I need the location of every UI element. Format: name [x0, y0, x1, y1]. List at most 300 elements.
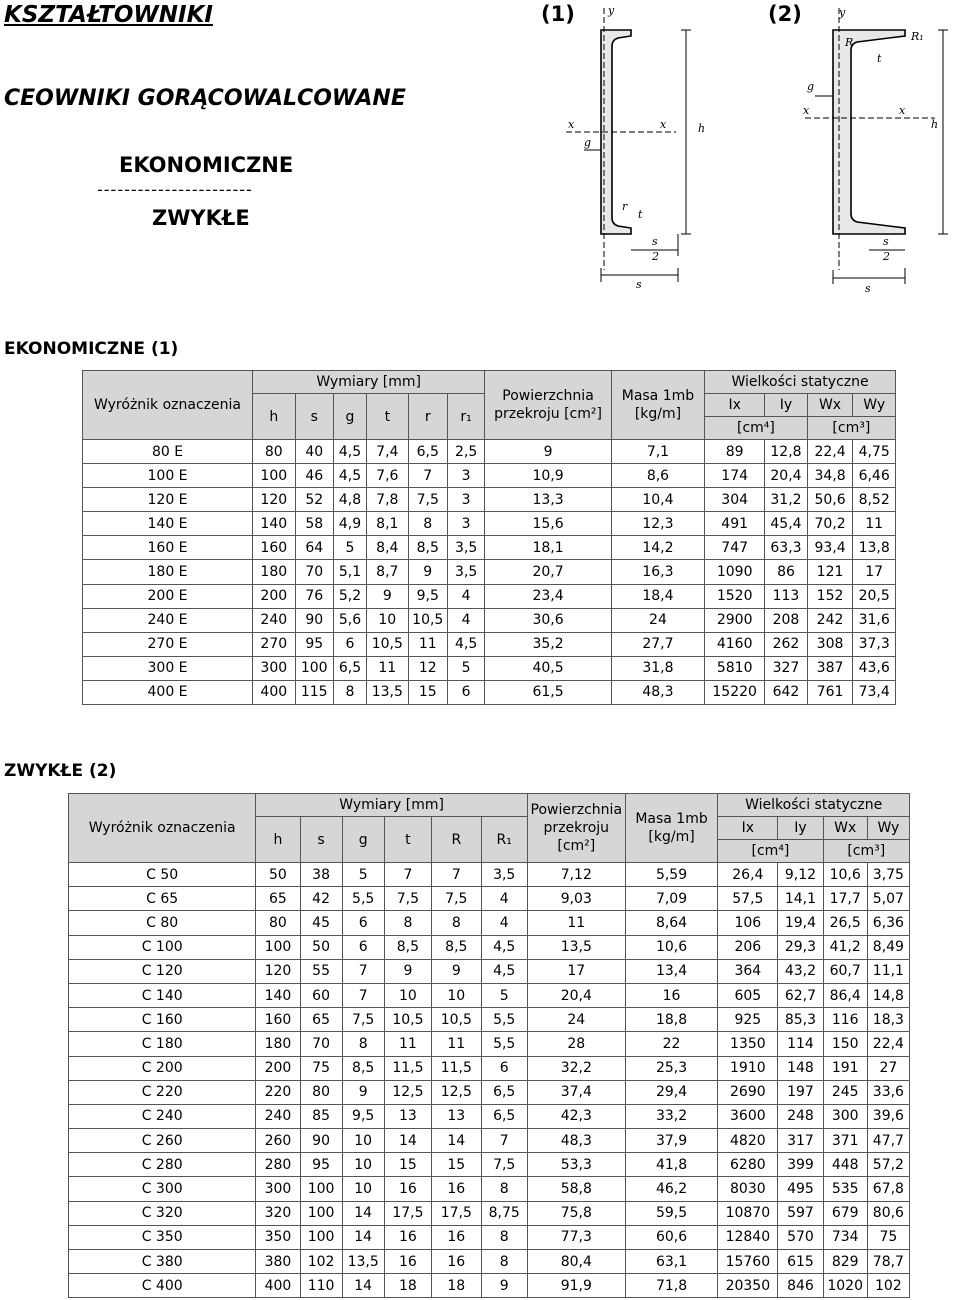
value-cell: 14,2	[611, 536, 704, 560]
value-cell: 387	[807, 656, 853, 680]
value-cell: 8,7	[367, 560, 408, 584]
fig1-g-label: g	[584, 136, 592, 149]
value-cell: 7	[481, 1129, 527, 1153]
value-cell: 208	[765, 608, 808, 632]
value-cell: 100	[256, 935, 300, 959]
value-cell: 65	[300, 1008, 342, 1032]
header-area: Powierzchnia przekroju [cm²]	[527, 794, 625, 863]
value-cell: 4,5	[481, 959, 527, 983]
value-cell: 1350	[718, 1032, 778, 1056]
value-cell: 57,5	[718, 887, 778, 911]
value-cell: 20,4	[527, 983, 625, 1007]
value-cell: 50	[300, 935, 342, 959]
value-cell: 15	[408, 680, 447, 704]
value-cell: 8,5	[384, 935, 431, 959]
value-cell: 89	[705, 440, 765, 464]
header-stat-col: Iy	[765, 394, 808, 417]
value-cell: 304	[705, 488, 765, 512]
page-title: KSZTAŁTOWNIKI	[4, 2, 213, 28]
value-cell: 25,3	[625, 1056, 718, 1080]
value-cell: 13,8	[853, 536, 896, 560]
value-cell: 8,5	[432, 935, 481, 959]
value-cell: 10,6	[625, 935, 718, 959]
value-cell: 16	[384, 1177, 431, 1201]
value-cell: 2690	[718, 1080, 778, 1104]
value-cell: 200	[253, 584, 296, 608]
value-cell: 16	[625, 983, 718, 1007]
value-cell: 10	[342, 1177, 384, 1201]
value-cell: 86,4	[823, 983, 867, 1007]
header-dim-col: R	[432, 817, 481, 863]
designation-cell: 140 E	[83, 512, 253, 536]
table-row	[83, 632, 896, 656]
value-cell: 10,4	[611, 488, 704, 512]
value-cell: 570	[778, 1225, 823, 1249]
value-cell: 17	[853, 560, 896, 584]
value-cell: 8	[481, 1250, 527, 1274]
designation-cell: 80 E	[83, 440, 253, 464]
header-unit-modulus: [cm³]	[823, 840, 909, 863]
value-cell: 18,8	[625, 1008, 718, 1032]
header-stat-col: Wx	[807, 394, 853, 417]
value-cell: 5,59	[625, 863, 718, 887]
value-cell: 317	[778, 1129, 823, 1153]
value-cell: 8,5	[408, 536, 447, 560]
value-cell: 71,8	[625, 1274, 718, 1298]
value-cell: 8	[481, 1177, 527, 1201]
value-cell: 10,6	[823, 863, 867, 887]
value-cell: 15	[384, 1153, 431, 1177]
value-cell: 262	[765, 632, 808, 656]
value-cell: 43,6	[853, 656, 896, 680]
designation-cell: C 80	[69, 911, 256, 935]
value-cell: 80,6	[867, 1201, 909, 1225]
value-cell: 197	[778, 1080, 823, 1104]
value-cell: 9	[481, 1274, 527, 1298]
value-cell: 16	[384, 1225, 431, 1249]
value-cell: 364	[718, 959, 778, 983]
value-cell: 20,5	[853, 584, 896, 608]
table-row	[83, 584, 896, 608]
value-cell: 58	[295, 512, 333, 536]
value-cell: 9,12	[778, 863, 823, 887]
value-cell: 7	[432, 863, 481, 887]
value-cell: 180	[253, 560, 296, 584]
value-cell: 5	[342, 863, 384, 887]
value-cell: 6	[447, 680, 484, 704]
value-cell: 4	[447, 584, 484, 608]
header-stat-col: Ix	[718, 817, 778, 840]
value-cell: 8,64	[625, 911, 718, 935]
value-cell: 91,9	[527, 1274, 625, 1298]
designation-cell: C 240	[69, 1104, 256, 1128]
value-cell: 10	[384, 983, 431, 1007]
value-cell: 11	[853, 512, 896, 536]
value-cell: 6,46	[853, 464, 896, 488]
value-cell: 8	[481, 1225, 527, 1249]
value-cell: 7,5	[384, 887, 431, 911]
value-cell: 22,4	[867, 1032, 909, 1056]
table-row	[83, 680, 896, 704]
value-cell: 23,4	[485, 584, 612, 608]
value-cell: 52	[295, 488, 333, 512]
header-dim-col: s	[295, 394, 333, 440]
value-cell: 22	[625, 1032, 718, 1056]
page-subtitle: CEOWNIKI GORĄCOWALCOWANE	[4, 86, 406, 111]
designation-cell: C 300	[69, 1177, 256, 1201]
value-cell: 80	[253, 440, 296, 464]
value-cell: 16	[432, 1177, 481, 1201]
value-cell: 5,5	[342, 887, 384, 911]
value-cell: 48,3	[611, 680, 704, 704]
value-cell: 9,5	[342, 1104, 384, 1128]
value-cell: 20350	[718, 1274, 778, 1298]
fig1-two-label: 2	[652, 250, 659, 263]
value-cell: 829	[823, 1250, 867, 1274]
value-cell: 34,8	[807, 464, 853, 488]
value-cell: 846	[778, 1274, 823, 1298]
value-cell: 270	[253, 632, 296, 656]
header-stat-col: Iy	[778, 817, 823, 840]
value-cell: 8,5	[342, 1056, 384, 1080]
value-cell: 4,75	[853, 440, 896, 464]
designation-cell: 300 E	[83, 656, 253, 680]
value-cell: 41,2	[823, 935, 867, 959]
value-cell: 7	[342, 983, 384, 1007]
value-cell: 200	[256, 1056, 300, 1080]
value-cell: 14	[342, 1201, 384, 1225]
designation-cell: 240 E	[83, 608, 253, 632]
value-cell: 50	[256, 863, 300, 887]
value-cell: 16	[384, 1250, 431, 1274]
value-cell: 43,2	[778, 959, 823, 983]
value-cell: 10,5	[432, 1008, 481, 1032]
value-cell: 11	[384, 1032, 431, 1056]
table-row	[83, 440, 896, 464]
header-stat-col: Ix	[705, 394, 765, 417]
fig2-x-left-label: x	[803, 104, 810, 117]
value-cell: 8,1	[367, 512, 408, 536]
value-cell: 35,2	[485, 632, 612, 656]
value-cell: 50,6	[807, 488, 853, 512]
value-cell: 73,4	[853, 680, 896, 704]
value-cell: 400	[253, 680, 296, 704]
value-cell: 220	[256, 1080, 300, 1104]
value-cell: 80	[300, 1080, 342, 1104]
value-cell: 90	[300, 1129, 342, 1153]
value-cell: 80	[256, 911, 300, 935]
ekonomiczne-table	[82, 370, 896, 705]
designation-cell: C 50	[69, 863, 256, 887]
figure-1-channel-diagram	[556, 0, 706, 300]
value-cell: 8,52	[853, 488, 896, 512]
value-cell: 64	[295, 536, 333, 560]
header-dim-col: g	[333, 394, 366, 440]
figure-2-channel-diagram	[795, 0, 955, 300]
header-dim-col: t	[384, 817, 431, 863]
value-cell: 9,5	[408, 584, 447, 608]
value-cell: 174	[705, 464, 765, 488]
header-dim-col: t	[367, 394, 408, 440]
value-cell: 5,1	[333, 560, 366, 584]
value-cell: 7	[408, 464, 447, 488]
value-cell: 7	[342, 959, 384, 983]
value-cell: 7,8	[367, 488, 408, 512]
value-cell: 62,7	[778, 983, 823, 1007]
table-row	[69, 935, 910, 959]
value-cell: 13	[384, 1104, 431, 1128]
value-cell: 11	[432, 1032, 481, 1056]
value-cell: 240	[256, 1104, 300, 1128]
value-cell: 9	[367, 584, 408, 608]
value-cell: 3	[447, 512, 484, 536]
value-cell: 85	[300, 1104, 342, 1128]
header-unit-modulus: [cm³]	[807, 417, 895, 440]
value-cell: 148	[778, 1056, 823, 1080]
header-dim-col: r	[408, 394, 447, 440]
value-cell: 8	[333, 680, 366, 704]
value-cell: 8,6	[611, 464, 704, 488]
value-cell: 6	[342, 911, 384, 935]
header-dim-col: h	[256, 817, 300, 863]
table-row	[83, 608, 896, 632]
value-cell: 3,5	[447, 536, 484, 560]
value-cell: 7	[384, 863, 431, 887]
value-cell: 60	[300, 983, 342, 1007]
value-cell: 152	[807, 584, 853, 608]
header-stat-col: Wy	[853, 394, 896, 417]
designation-cell: C 320	[69, 1201, 256, 1225]
value-cell: 12,3	[611, 512, 704, 536]
value-cell: 615	[778, 1250, 823, 1274]
value-cell: 19,4	[778, 911, 823, 935]
table-row	[83, 536, 896, 560]
value-cell: 191	[823, 1056, 867, 1080]
table-row	[83, 464, 896, 488]
table-row	[69, 1225, 910, 1249]
value-cell: 14,1	[778, 887, 823, 911]
value-cell: 6	[333, 632, 366, 656]
value-cell: 6,36	[867, 911, 909, 935]
ekonomiczne-table-body	[83, 440, 896, 705]
value-cell: 31,2	[765, 488, 808, 512]
value-cell: 8,75	[481, 1201, 527, 1225]
value-cell: 15220	[705, 680, 765, 704]
zwykle-table	[68, 793, 910, 1298]
header-unit-inertia: [cm⁴]	[718, 840, 823, 863]
value-cell: 60,6	[625, 1225, 718, 1249]
header-static: Wielkości statyczne	[718, 794, 910, 817]
header-mass: Masa 1mb [kg/m]	[625, 794, 718, 863]
zwykle-table-body	[69, 863, 910, 1298]
value-cell: 400	[256, 1274, 300, 1298]
value-cell: 7,6	[367, 464, 408, 488]
value-cell: 140	[256, 983, 300, 1007]
value-cell: 22,4	[807, 440, 853, 464]
value-cell: 9	[384, 959, 431, 983]
value-cell: 33,2	[625, 1104, 718, 1128]
value-cell: 46	[295, 464, 333, 488]
value-cell: 61,5	[485, 680, 612, 704]
value-cell: 11,5	[384, 1056, 431, 1080]
value-cell: 8	[384, 911, 431, 935]
value-cell: 448	[823, 1153, 867, 1177]
value-cell: 16,3	[611, 560, 704, 584]
value-cell: 37,4	[527, 1080, 625, 1104]
value-cell: 16	[432, 1225, 481, 1249]
designation-cell: 400 E	[83, 680, 253, 704]
value-cell: 26,5	[823, 911, 867, 935]
designation-cell: 160 E	[83, 536, 253, 560]
value-cell: 11	[408, 632, 447, 656]
value-cell: 63,3	[765, 536, 808, 560]
value-cell: 6	[342, 935, 384, 959]
header-designation: Wyróżnik oznaczenia	[83, 371, 253, 440]
value-cell: 13,5	[527, 935, 625, 959]
value-cell: 3,75	[867, 863, 909, 887]
value-cell: 75	[300, 1056, 342, 1080]
value-cell: 7,5	[432, 887, 481, 911]
table-row	[69, 1129, 910, 1153]
designation-cell: 180 E	[83, 560, 253, 584]
value-cell: 120	[253, 488, 296, 512]
value-cell: 45,4	[765, 512, 808, 536]
value-cell: 12	[408, 656, 447, 680]
value-cell: 160	[253, 536, 296, 560]
table-row	[83, 656, 896, 680]
value-cell: 4,9	[333, 512, 366, 536]
value-cell: 86	[765, 560, 808, 584]
fig1-s-label: s	[636, 278, 642, 291]
value-cell: 95	[300, 1153, 342, 1177]
value-cell: 4,5	[333, 440, 366, 464]
value-cell: 18,1	[485, 536, 612, 560]
designation-cell: 200 E	[83, 584, 253, 608]
value-cell: 240	[253, 608, 296, 632]
table-row	[69, 1104, 910, 1128]
value-cell: 3,5	[481, 863, 527, 887]
value-cell: 78,7	[867, 1250, 909, 1274]
fig1-x-right-label: x	[660, 118, 667, 131]
fig1-t-label: t	[638, 208, 643, 221]
value-cell: 7,09	[625, 887, 718, 911]
value-cell: 60,7	[823, 959, 867, 983]
designation-cell: C 160	[69, 1008, 256, 1032]
value-cell: 679	[823, 1201, 867, 1225]
value-cell: 495	[778, 1177, 823, 1201]
value-cell: 1090	[705, 560, 765, 584]
value-cell: 10	[367, 608, 408, 632]
value-cell: 40,5	[485, 656, 612, 680]
value-cell: 15,6	[485, 512, 612, 536]
value-cell: 9,03	[527, 887, 625, 911]
value-cell: 120	[256, 959, 300, 983]
value-cell: 5	[481, 983, 527, 1007]
value-cell: 18,4	[611, 584, 704, 608]
fig2-y-label: y	[839, 6, 846, 19]
value-cell: 100	[295, 656, 333, 680]
value-cell: 6	[481, 1056, 527, 1080]
header-dim-col: h	[253, 394, 296, 440]
fig1-h-label: h	[698, 122, 706, 135]
header-dim-col: s	[300, 817, 342, 863]
value-cell: 95	[295, 632, 333, 656]
designation-cell: C 400	[69, 1274, 256, 1298]
value-cell: 2900	[705, 608, 765, 632]
value-cell: 102	[300, 1250, 342, 1274]
value-cell: 3	[447, 488, 484, 512]
table-row	[69, 1177, 910, 1201]
fig2-R1-label: R₁	[911, 30, 924, 43]
value-cell: 10	[342, 1129, 384, 1153]
header-designation: Wyróżnik oznaczenia	[69, 794, 256, 863]
value-cell: 9	[342, 1080, 384, 1104]
value-cell: 14	[342, 1274, 384, 1298]
value-cell: 12840	[718, 1225, 778, 1249]
value-cell: 6,5	[481, 1080, 527, 1104]
table-row	[83, 512, 896, 536]
value-cell: 7,12	[527, 863, 625, 887]
value-cell: 734	[823, 1225, 867, 1249]
value-cell: 761	[807, 680, 853, 704]
value-cell: 642	[765, 680, 808, 704]
table-row	[69, 1008, 910, 1032]
value-cell: 605	[718, 983, 778, 1007]
value-cell: 4	[481, 887, 527, 911]
value-cell: 7,5	[481, 1153, 527, 1177]
value-cell: 10,5	[408, 608, 447, 632]
value-cell: 2,5	[447, 440, 484, 464]
value-cell: 308	[807, 632, 853, 656]
value-cell: 33,6	[867, 1080, 909, 1104]
value-cell: 24	[611, 608, 704, 632]
fig2-x-right-label: x	[899, 104, 906, 117]
value-cell: 4,8	[333, 488, 366, 512]
value-cell: 597	[778, 1201, 823, 1225]
value-cell: 4160	[705, 632, 765, 656]
designation-cell: C 180	[69, 1032, 256, 1056]
designation-cell: C 65	[69, 887, 256, 911]
fig1-y-label: y	[608, 4, 615, 17]
value-cell: 5,07	[867, 887, 909, 911]
value-cell: 9	[432, 959, 481, 983]
header-mass: Masa 1mb [kg/m]	[611, 371, 704, 440]
value-cell: 55	[300, 959, 342, 983]
value-cell: 106	[718, 911, 778, 935]
value-cell: 46,2	[625, 1177, 718, 1201]
value-cell: 18	[432, 1274, 481, 1298]
value-cell: 31,6	[853, 608, 896, 632]
value-cell: 6,5	[481, 1104, 527, 1128]
value-cell: 12,8	[765, 440, 808, 464]
value-cell: 76	[295, 584, 333, 608]
table-row	[69, 1250, 910, 1274]
value-cell: 3600	[718, 1104, 778, 1128]
table-row	[69, 983, 910, 1007]
value-cell: 206	[718, 935, 778, 959]
value-cell: 7,5	[408, 488, 447, 512]
value-cell: 30,6	[485, 608, 612, 632]
table-row	[69, 1153, 910, 1177]
value-cell: 160	[256, 1008, 300, 1032]
designation-cell: C 260	[69, 1129, 256, 1153]
designation-cell: 100 E	[83, 464, 253, 488]
header-dimensions: Wymiary [mm]	[253, 371, 485, 394]
value-cell: 9	[485, 440, 612, 464]
designation-cell: C 350	[69, 1225, 256, 1249]
value-cell: 70,2	[807, 512, 853, 536]
value-cell: 17,7	[823, 887, 867, 911]
